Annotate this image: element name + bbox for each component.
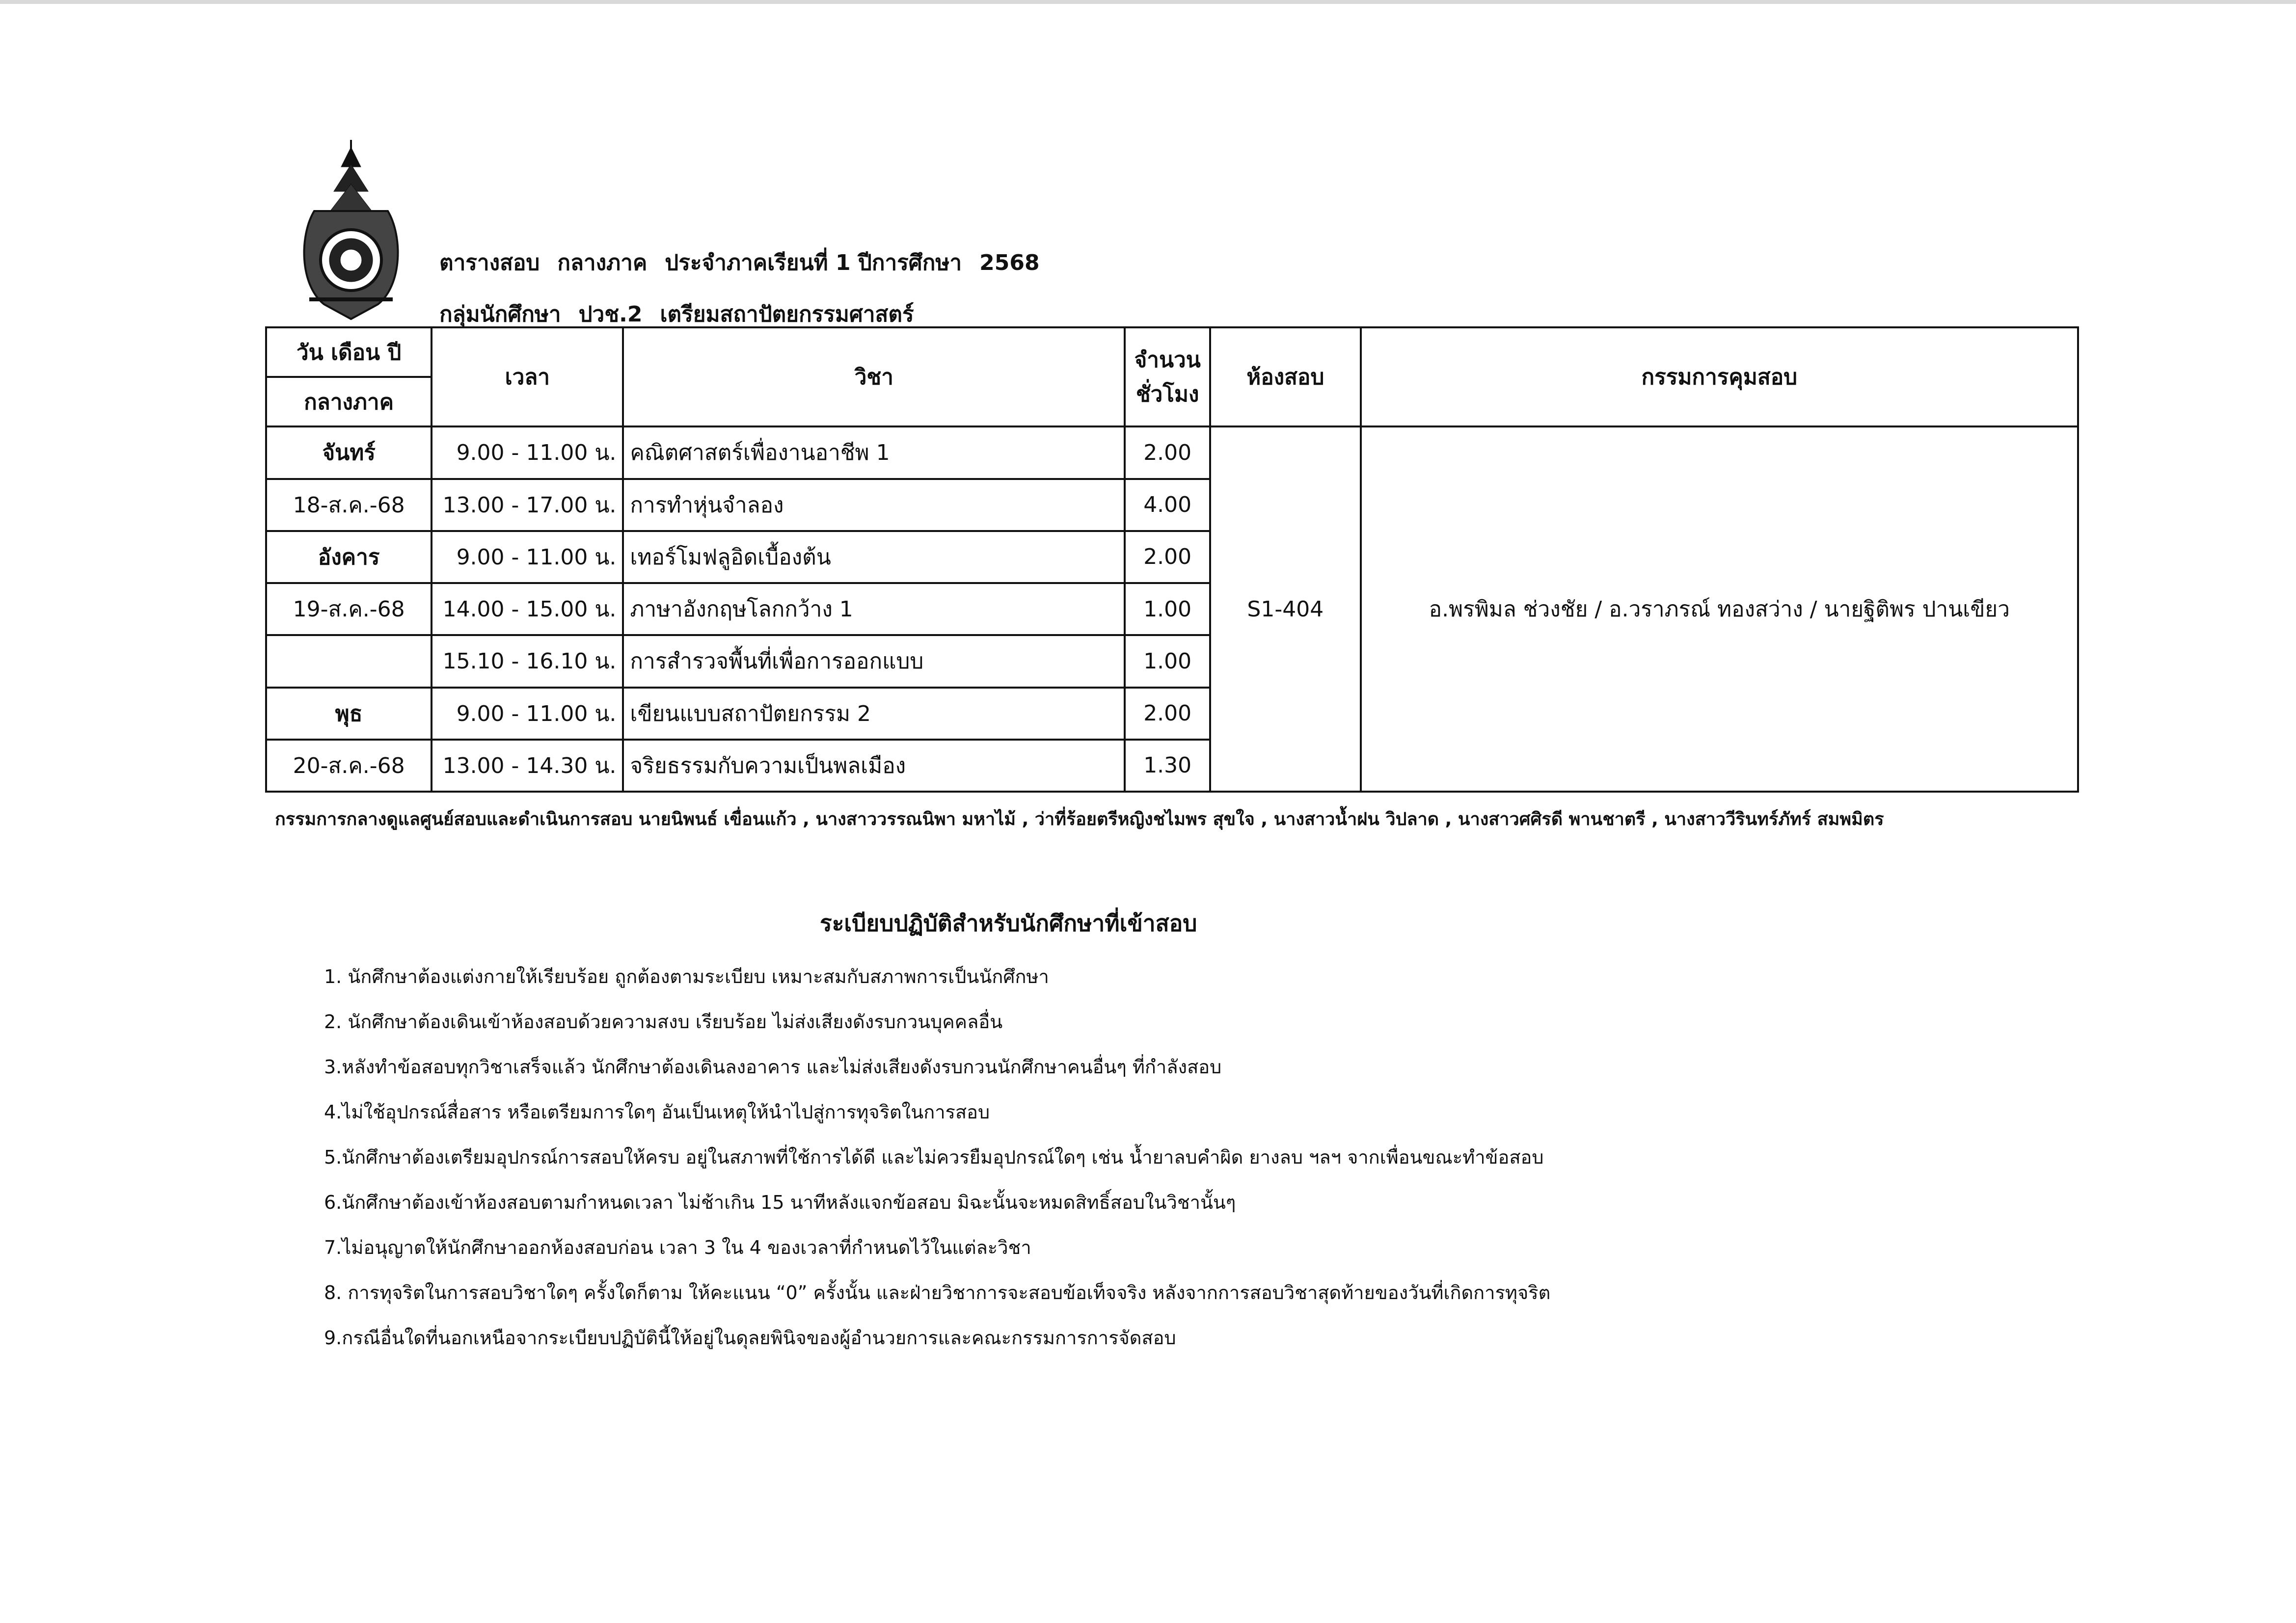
- exam-subject: การทำหุ่นจำลอง: [623, 479, 1125, 531]
- day-name: จันทร์: [266, 426, 432, 479]
- header-hours: [1125, 327, 1210, 426]
- table-header-row: [266, 327, 2078, 377]
- exam-time: 13.00 - 14.30 น.: [432, 740, 623, 792]
- rule-item: 4.ไม่ใช้อุปกรณ์สื่อสาร หรือเตรียมการใดๆ อันเป็นเหตุให้นำไปสู่การทุจริตในการสอบ: [324, 1101, 990, 1123]
- university-seal-logo: [295, 137, 407, 324]
- title-part: 2568: [979, 250, 1040, 275]
- exam-hours: 4.00: [1125, 479, 1210, 531]
- title-part: ประจำภาคเรียนที่ 1 ปีการศึกษา: [665, 250, 962, 275]
- exam-hours: 1.00: [1125, 635, 1210, 687]
- exam-hours: 2.00: [1125, 688, 1210, 740]
- header-hours-bottom: ชั่วโมง: [1135, 382, 1199, 407]
- exam-subject: การสำรวจพื้นที่เพื่อการออกแบบ: [623, 635, 1125, 687]
- exam-date: 20-ส.ค.-68: [266, 740, 432, 792]
- exam-date: 19-ส.ค.-68: [266, 583, 432, 635]
- header-time: เวลา: [432, 327, 623, 426]
- title-part: ตารางสอบ: [439, 250, 540, 275]
- exam-subject: จริยธรรมกับความเป็นพลเมือง: [623, 740, 1125, 792]
- exam-room: S1-404: [1210, 426, 1361, 792]
- rule-item: 6.นักศึกษาต้องเข้าห้องสอบตามกำหนดเวลา ไม่ช้าเกิน 15 นาทีหลังแจกข้อสอบ มิฉะนั้นจะหมดสิทธิ์สอบในวิชานั้นๆ: [324, 1192, 1236, 1213]
- exam-subject: เขียนแบบสถาปัตยกรรม 2: [623, 688, 1125, 740]
- rule-item: 2. นักศึกษาต้องเดินเข้าห้องสอบด้วยความสงบ เรียบร้อย ไม่ส่งเสียงดังรบกวนบุคคลอื่น: [324, 1011, 1003, 1033]
- exam-proctors: อ.พรพิมล ช่วงชัย / อ.วราภรณ์ ทองสว่าง / นายฐิติพร ปานเขียว: [1361, 426, 2078, 792]
- title-part: กลางภาค: [557, 250, 648, 275]
- day-name: อังคาร: [266, 531, 432, 583]
- exam-hours: 1.30: [1125, 740, 1210, 792]
- group-part: เตรียมสถาปัตยกรรมศาสตร์: [660, 302, 914, 327]
- rule-item: 7.ไม่อนุญาตให้นักศึกษาออกห้องสอบก่อน เวลา 3 ใน 4 ของเวลาที่กำหนดไว้ในแต่ละวิชา: [324, 1237, 1031, 1258]
- exam-hours: 2.00: [1125, 426, 1210, 479]
- header-room: ห้องสอบ: [1210, 327, 1361, 426]
- day-name: พุธ: [266, 688, 432, 740]
- header-date: วัน เดือน ปี: [266, 327, 432, 377]
- header-midterm: กลางภาค: [266, 377, 432, 426]
- central-committee-line: กรรมการกลางดูแลศูนย์สอบและดำเนินการสอบ นายนิพนธ์ เขื่อนแก้ว , นางสาววรรณนิพา มหาไม้ , ว่าที่ร้อยตรีหญิงชไมพร สุขใจ , นางสาวน้ำฝน วิปลาด , นางสาวศศิรดี พานชาตรี , นางสาววีรินทร์ภัทร์ สมพมิตร: [275, 809, 1884, 829]
- group-part: กลุ่มนักศึกษา: [439, 302, 561, 327]
- rules-title: ระเบียบปฏิบัติสำหรับนักศึกษาที่เข้าสอบ: [820, 910, 1197, 936]
- rule-item: 5.นักศึกษาต้องเตรียมอุปกรณ์การสอบให้ครบ อยู่ในสภาพที่ใช้การได้ดี และไม่ควรยืมอุปกรณ์ใดๆ เช่น น้ำยาลบคำผิด ยางลบ ฯลฯ จากเพื่อนขณะทำข้อสอบ: [324, 1146, 1544, 1168]
- exam-subject: ภาษาอังกฤษโลกกว้าง 1: [623, 583, 1125, 635]
- exam-subject: เทอร์โมฟลูอิดเบื้องต้น: [623, 531, 1125, 583]
- group-part: ปวช.2: [578, 302, 643, 327]
- exam-time: 15.10 - 16.10 น.: [432, 635, 623, 687]
- exam-time: 13.00 - 17.00 น.: [432, 479, 623, 531]
- exam-time: 9.00 - 11.00 น.: [432, 688, 623, 740]
- exam-time: 14.00 - 15.00 น.: [432, 583, 623, 635]
- rule-item: 8. การทุจริตในการสอบวิชาใดๆ ครั้งใดก็ตาม ให้คะแนน “0” ครั้งนั้น และฝ่ายวิชาการจะสอบข้อเท็จจริง หลังจากการสอบวิชาสุดท้ายของวันที่เกิดการทุจริต: [324, 1282, 1551, 1304]
- scan-edge: [0, 0, 2296, 4]
- day-empty: [266, 635, 432, 687]
- header-proctor: กรรมการคุมสอบ: [1361, 327, 2078, 426]
- exam-schedule-table: [265, 326, 2079, 793]
- exam-time: 9.00 - 11.00 น.: [432, 531, 623, 583]
- header-hours-top: จำนวน: [1134, 347, 1201, 373]
- exam-schedule-title: [439, 245, 1057, 280]
- exam-hours: 2.00: [1125, 531, 1210, 583]
- rule-item: 1. นักศึกษาต้องแต่งกายให้เรียบร้อย ถูกต้องตามระเบียบ เหมาะสมกับสภาพการเป็นนักศึกษา: [324, 966, 1049, 987]
- rules-list: [324, 962, 1550, 1368]
- table-row: [266, 426, 2078, 479]
- rule-item: 3.หลังทำข้อสอบทุกวิชาเสร็จแล้ว นักศึกษาต้องเดินลงอาคาร และไม่ส่งเสียงดังรบกวนนักศึกษาคนอื่นๆ ที่กำลังสอบ: [324, 1056, 1222, 1078]
- exam-subject: คณิตศาสตร์เพื่องานอาชีพ 1: [623, 426, 1125, 479]
- exam-date: 18-ส.ค.-68: [266, 479, 432, 531]
- exam-hours: 1.00: [1125, 583, 1210, 635]
- header-subject: วิชา: [623, 327, 1125, 426]
- exam-time: 9.00 - 11.00 น.: [432, 426, 623, 479]
- rule-item: 9.กรณีอื่นใดที่นอกเหนือจากระเบียบปฏิบัตินี้ให้อยู่ในดุลยพินิจของผู้อำนวยการและคณะกรรมการการจัดสอบ: [324, 1327, 1176, 1349]
